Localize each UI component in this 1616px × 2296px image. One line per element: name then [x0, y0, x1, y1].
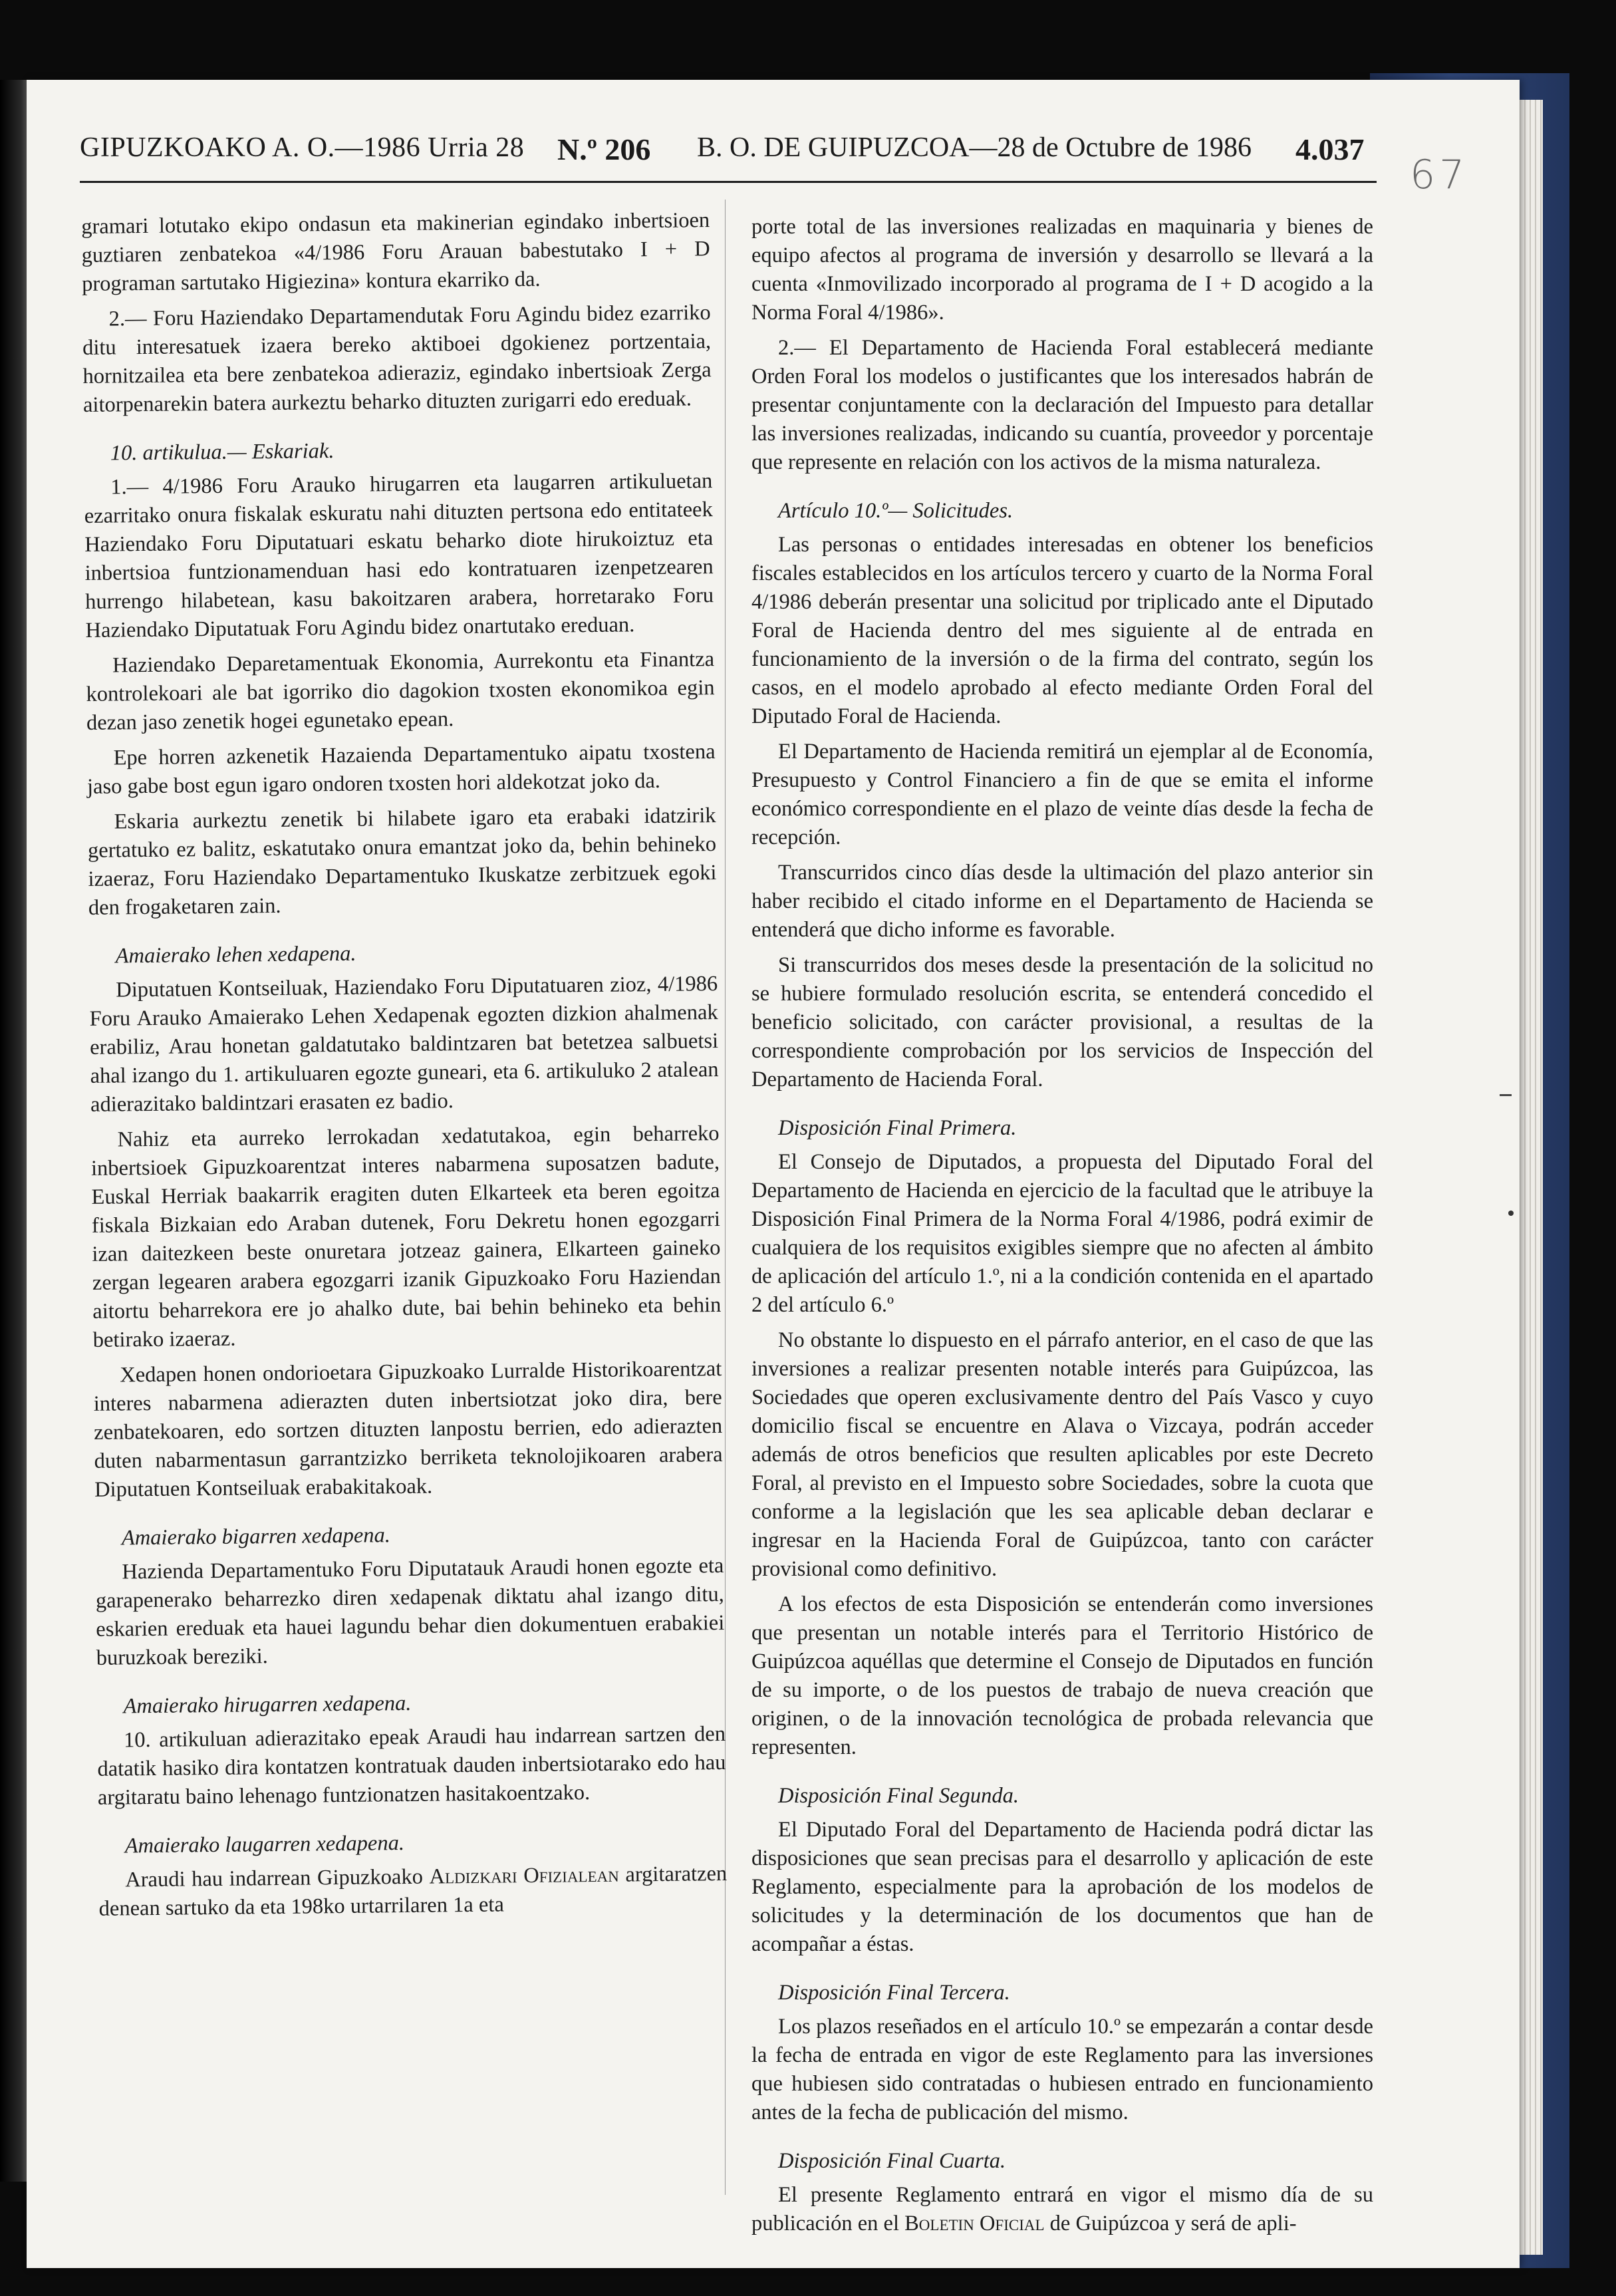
paragraph: 1.— 4/1986 Foru Arauko hirugarren eta laugarren artikuluetan ezarritako onura fiskalak eskuratu nahi dituzten pertsona edo entitateek Haziendako Foru Diputatuari eskatu beharko diote hirukoiztuz eta inbertsioa funtzionamenduan hasi edo kontratuaren izenpetzearen hurrengo hilabetean, kasu bakoitzaren arabera, horretarako Foru Haziendako Diputatuak Foru Agindu bidez onartutako ereduan. — [84, 469, 714, 643]
paragraph: Los plazos reseñados en el artículo 10.º se empezarán a contar desde la fecha de entrada en vigor de este Reglamento para las inversiones que hubiesen sido contratadas o hubiesen entrado en funcionamiento antes de la fecha de publicación del mismo. — [751, 2015, 1373, 2124]
paragraph: porte total de las inversiones realizadas en maquinaria y bienes de equipo afectos al programa de inversión y desarrollo se llevará a la cuenta «Inmovilizado incorporado al programa de I + D acogido a la Norma Foral 4/1986». — [751, 215, 1373, 325]
article-heading: 10. artikulua.— Eskariak. — [110, 439, 335, 466]
section-heading: Disposición Final Cuarta. — [778, 2149, 1006, 2173]
article-heading: Artículo 10.º— Solicitudes. — [778, 499, 1013, 523]
paragraph: Si transcurridos dos meses desde la presentación de la solicitud no se hubiere formulado resolución escrita, se entenderá concedido el beneficio solicitado, con carácter provisional, a resultas de la correspondiente comprobación por los servicios de Inspección del Departamento de Hacienda Foral. — [751, 953, 1373, 1091]
paragraph: 10. artikuluan adierazitako epeak Araudi hau indarrean sartzen den datatik hasiko dira kontatzen kontratuak dauden inbertsiotarako edo hau argitaratu baino lehenago funtzionatzen hasitakoentzako. — [97, 1721, 726, 1810]
paragraph: El Consejo de Diputados, a propuesta del Diputado Foral del Departamento de Hacienda en ejercicio de la facultad que le atribuye la Disposición Final Primera de la Norma Foral 4/1986, podrá eximir de cualquiera de los requisitos exigibles siempre que no afecten al ámbito de aplicación del artículo 1.º, ni a la condición contenida en el apartado 2 del artículo 6.º — [751, 1150, 1373, 1317]
section-heading: Amaierako hirugarren xedapena. — [123, 1691, 412, 1719]
header-basque-date: GIPUZKOAKO A. O.—1986 Urria 28 — [80, 132, 525, 163]
text-run: de Guipúzcoa y será de apli- — [1044, 2212, 1297, 2235]
spanish-column — [751, 213, 1373, 2245]
small-caps-run: Aldizkari Ofizialean — [429, 1862, 619, 1889]
paragraph: Hazienda Departamentuko Foru Diputatauk Araudi honen egozte eta garapenerako beharrezko diren xedapenak diktatu ahal izango ditu, eskarien ereduak eta hauei lagundu behar dien dokumentuen erabakiei buruzkoak bereziki. — [95, 1553, 725, 1670]
header-spanish-date: B. O. DE GUIPUZCOA—28 de Octubre de 1986 — [697, 132, 1252, 163]
paragraph: A los efectos de esta Disposición se entenderán como inversiones que presentan un notable interés para el Territorio Histórico de Guipúzcoa aquéllas que determine el Consejo de Diputados en función de su importe, o de los puestos de trabajo de nueva creación que originen, o de la innovación tecnológica de probada relevancia que representen. — [751, 1592, 1373, 1759]
small-caps-run: Boletin Oficial — [904, 2212, 1045, 2235]
paragraph — [751, 2181, 1373, 2238]
header-issue-number: N.º 206 — [557, 132, 651, 166]
paragraph: El Departamento de Hacienda remitirá un ejemplar al de Economía, Presupuesto y Control Financiero a fin de que se emita el informe económico correspondiente en el plazo de veinte días desde la fecha de recepción. — [751, 740, 1373, 849]
header-rule — [80, 181, 1377, 183]
section-heading: Disposición Final Tercera. — [778, 1981, 1010, 2005]
text-run: Araudi hau indarrean Gipuzkoako — [125, 1864, 430, 1892]
margin-tick-mark — [1500, 1094, 1512, 1096]
paragraph: Haziendako Deparetamentuak Ekonomia, Aurrekontu eta Finantza kontrolekoari ale bat igorriko dio dagokion txosten ekonomikoa egin dezan jaso zenetik hogei egunetako epean. — [86, 647, 715, 735]
paragraph — [98, 1860, 728, 1924]
paragraph: El Diputado Foral del Departamento de Hacienda podrá dictar las disposiciones que sean precisas para el desarrollo y aplicación de este Reglamento, especialmente para la aprobación de los modelos de solicitudes y la determinación de los documentos que han de acompañar a éstas. — [751, 1818, 1373, 1956]
margin-dot-mark — [1508, 1211, 1514, 1216]
paragraph: Las personas o entidades interesadas en obtener los beneficios fiscales establecidos en los artículos tercero y cuarto de la Norma Foral 4/1986 deberán presentar una solicitud por triplicado ante el Diputado Foral de Hacienda dentro del mes siguiente al de entrada en funcionamiento de la inversión o de la firma del contrato, según los casos, en el modelo aprobado al efecto mediante Orden Foral del Diputado Foral de Hacienda. — [751, 533, 1373, 728]
paragraph: Xedapen honen ondorioetara Gipuzkoako Lurralde Historikoarentzat interes nabarmena adierazten duten inbertsiotzat joko dira, bere zenbatekoaren, edo sortzen dituzten lanpostu berrien, edo adierazten duten nabarmentasun garrantzizko berriketa teknolojikoaren arabera Diputatuen Kontseiluak erabakitakoak. — [93, 1357, 723, 1502]
text-run: El presente Reglamento entrará en vigor el mismo día de su publicación en el — [751, 2183, 1373, 2235]
section-heading: Amaierako laugarren xedapena. — [124, 1831, 405, 1858]
paragraph: No obstante lo dispuesto en el párrafo anterior, en el caso de que las inversiones a realizar presenten notable interés para Guipúzcoa, las Sociedades que operen exclusivamente dentro del País Vasco y cuyo domicilio fiscal se encuentre en Alava o Vizcaya, podrán acceder además de otros beneficios que resulten aplicables por este Decreto Foral, al previsto en el Impuesto sobre Sociedades, sobre la cuota que conforme a la legislación que les sea aplicable deban declarar e ingresar en la Hacienda Foral de Guipúzcoa, tanto con carácter provisional como definitivo. — [751, 1328, 1373, 1581]
section-heading: Disposición Final Primera. — [778, 1116, 1017, 1140]
paragraph: Transcurridos cinco días desde la ultimación del plazo anterior sin haber recibido el citado informe en el Departamento de Hacienda se entenderá que dicho informe es favorable. — [751, 861, 1373, 942]
paragraph: 2.— Foru Haziendako Departamendutak Foru Agindu bidez ezarriko ditu interesatuek izaera bereko aktiboei dgokienez portzentaia, hornitzailea eta bere zenbatekoa adieraziz, egindako inbertsioak Zerga aitorpenarekin batera aurkeztu beharko dituzten zurigarri edo ereduak. — [82, 301, 712, 417]
section-heading: Disposición Final Segunda. — [778, 1784, 1019, 1808]
page-header — [45, 132, 1365, 178]
paragraph: Diputatuen Kontseiluak, Haziendako Foru Diputatuaren zioz, 4/1986 Foru Arauko Amaierako Lehen Xedapenak egozten dizkion ahalmenak erabiliz, Arau honetan galdatutako baldintzaren bat betetzea salbuetsi ahal izango du 1. artikuluaren egozte guneari, eta 6. artikuluko 2 atalean adierazitako baldintzari erasaten ez badio. — [89, 972, 719, 1117]
basque-column — [81, 206, 728, 1930]
section-heading: Amaierako lehen xedapena. — [115, 941, 356, 968]
handwritten-folio-number: 67 — [1410, 152, 1469, 198]
text-run: argitaratzen denean sartuko da eta 198ko urtarrilaren 1a eta — [98, 1861, 728, 1921]
section-heading: Amaierako bigarren xedapena. — [121, 1523, 391, 1550]
paragraph: Epe horren azkenetik Hazaienda Departamentuko aipatu txostena jaso gabe bost egun igaro ondoren txosten hori aldekotzat joko da. — [86, 740, 716, 799]
gazette-page — [27, 80, 1520, 2268]
paragraph: Nahiz eta aurreko lerrokadan xedatutakoa, egin beharreko inbertsioek Gipuzkoarentzat interes nabarmena suposatzen badute, Euskal Herriak baakarrik eragiten duten Elkarteek eta beren egoitza fiskala Bizkaian edo Araban dutenek, Foru Dekretu honen egozgarri izan daitezkeen beste onuretara jotzeaz gainera, Elkarteen gaineko zergan legearen arabera egozgarri izanik Gipuzkoako Foru Haziendan aitortu beharrekora ere jo ahalko dute, bai behin behineko eta behin betirako izaeraz. — [90, 1121, 722, 1352]
paragraph: 2.— El Departamento de Hacienda Foral establecerá mediante Orden Foral los modelos o justificantes que los interesados habrán de presentar conjuntamente con la declaración del Impuesto para detallar las inversiones realizadas, indicando su cuantía, proveedor y porcentaje que represente en relación con los activos de la misma naturaleza. — [751, 336, 1373, 474]
paragraph: Eskaria aurkeztu zenetik bi hilabete igaro eta erabaki idatzirik gertatuko ez balitz, eskatutako onura emantzat joko da, behin behineko izaeraz, Foru Haziendako Departamentuko Ikuskatze zerbitzuek egoki den frogaketaren zain. — [87, 803, 717, 920]
paragraph: gramari lotutako ekipo ondasun eta makinerian egindako inbertsioen guztiaren zenbatekoa «4/1986 Foru Arauan babestutako I + D programan sartutako Higiezina» kontura ekarriko da. — [81, 208, 710, 296]
header-page-number: 4.037 — [1295, 132, 1365, 166]
